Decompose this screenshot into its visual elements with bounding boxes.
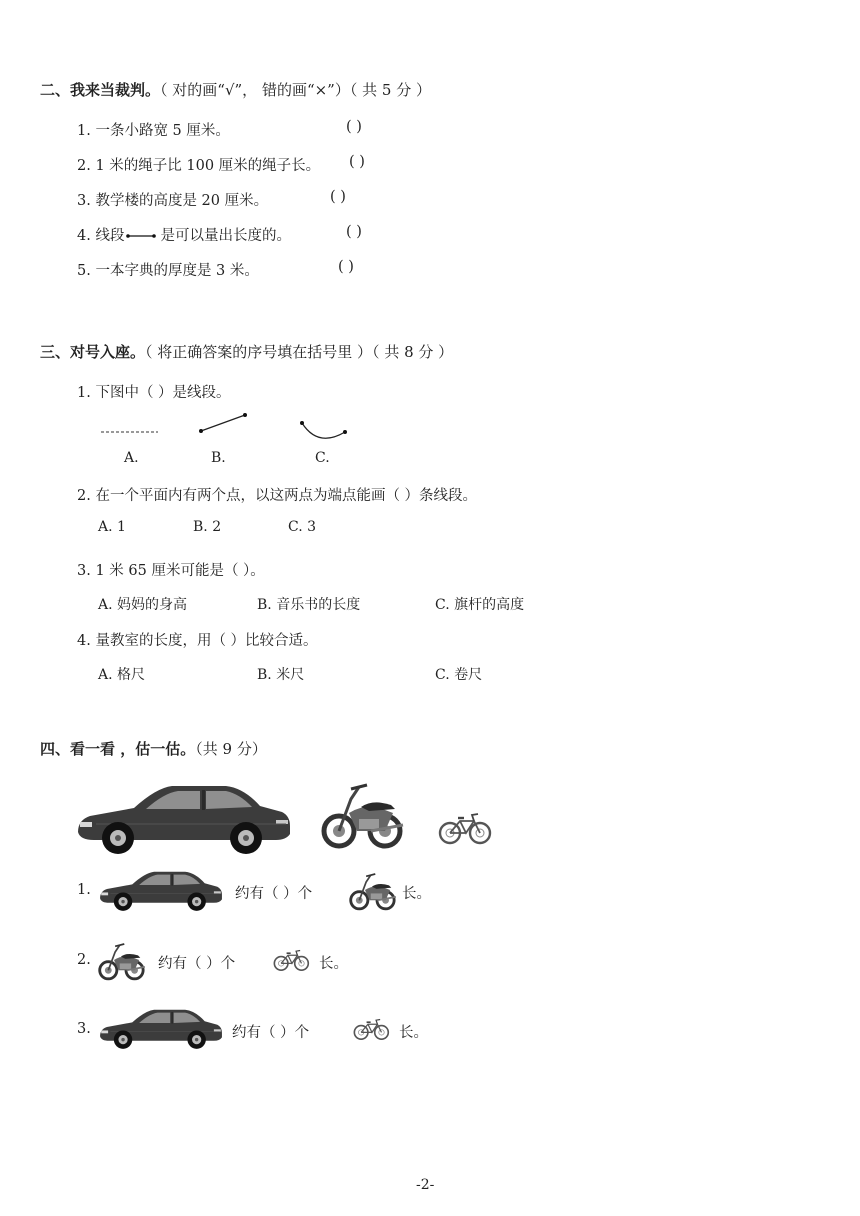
- judge-item-4-after: 是可以量出长度的。: [160, 228, 291, 244]
- estimate-item-1-text: 约有（ ）个: [235, 886, 313, 902]
- q3-text: 3. 1 米 65 厘米可能是（ ）。: [77, 563, 265, 579]
- judge-item-1: 1. 一条小路宽 5 厘米。: [77, 123, 230, 139]
- section3-title: 三、对号入座。: [40, 343, 146, 361]
- bicycle-icon: [273, 948, 311, 972]
- section2-instruction: （ 对的画“√”， 错的画“×”）（ 共 5 分 ）: [160, 81, 431, 99]
- page-number: -2-: [416, 1177, 435, 1193]
- section2-title: 二、我来当裁判。: [40, 81, 161, 99]
- estimate-item-3-number: 3.: [77, 1021, 91, 1037]
- q2-option-c[interactable]: C. 3: [288, 519, 317, 535]
- figure-label-c: C.: [315, 450, 330, 466]
- car-icon: [98, 1004, 224, 1050]
- figure-label-a: A.: [124, 450, 139, 466]
- estimate-item-1-number: 1.: [77, 882, 91, 898]
- judge-item-2: 2. 1 米的绳子比 100 厘米的绳子长。: [77, 158, 321, 174]
- judge-item-3: 3. 教学楼的高度是 20 厘米。: [77, 193, 269, 209]
- segment-figure: [124, 230, 160, 240]
- section4-heading: [40, 738, 267, 759]
- q3-option-b[interactable]: B. 音乐书的长度: [257, 597, 361, 613]
- q4-option-a[interactable]: A. 格尺: [98, 667, 146, 683]
- q1-text: 1. 下图中（ ）是线段。: [77, 385, 231, 401]
- car-icon: [98, 866, 224, 912]
- estimate-item-3-text: 约有（ ）个: [232, 1025, 310, 1041]
- section4-instruction: （共 9 分）: [195, 740, 267, 758]
- figure-b-segment: [199, 413, 247, 433]
- q2-option-a[interactable]: A. 1: [98, 519, 126, 535]
- judge-item-4: [77, 224, 291, 245]
- q4-option-c[interactable]: C. 卷尺: [435, 667, 483, 683]
- motorcycle-icon: [349, 870, 397, 910]
- section3-heading: [40, 341, 453, 362]
- q4-option-b[interactable]: B. 米尺: [257, 667, 305, 683]
- judge-item-4-before: 4. 线段: [77, 228, 125, 244]
- estimate-item-2-end: 长。: [319, 956, 348, 972]
- section4-title: 四、看一看 ，估一估。: [40, 740, 196, 758]
- motorcycle-icon: [98, 940, 146, 980]
- car-icon: [76, 776, 292, 856]
- judge-item-5: 5. 一本字典的厚度是 3 米。: [77, 263, 259, 279]
- figure-label-b: B.: [211, 450, 226, 466]
- q3-option-c[interactable]: C. 旗杆的高度: [435, 597, 525, 613]
- estimate-item-1-end: 长。: [402, 886, 431, 902]
- estimate-item-2-text: 约有（ ）个: [158, 956, 236, 972]
- answer-bracket-1[interactable]: ( ): [346, 119, 362, 135]
- section3-instruction: （ 将正确答案的序号填在括号里 ）（ 共 8 分 ）: [145, 343, 454, 361]
- q4-text: 4. 量教室的长度，用（ ）比较合适。: [77, 633, 318, 649]
- bicycle-icon: [353, 1017, 391, 1041]
- answer-bracket-4[interactable]: ( ): [346, 224, 362, 240]
- motorcycle-icon: [321, 779, 405, 847]
- figure-c-curve: [300, 421, 347, 438]
- q3-option-a[interactable]: A. 妈妈的身高: [98, 597, 188, 613]
- q2-option-b[interactable]: B. 2: [193, 519, 222, 535]
- estimate-item-2-number: 2.: [77, 952, 91, 968]
- section2-heading: [40, 79, 431, 100]
- answer-bracket-5[interactable]: ( ): [338, 259, 354, 275]
- answer-bracket-3[interactable]: ( ): [330, 189, 346, 205]
- q2-text: 2. 在一个平面内有两个点，以这两点为端点能画（ ）条线段。: [77, 488, 478, 504]
- estimate-item-3-end: 长。: [399, 1025, 428, 1041]
- answer-bracket-2[interactable]: ( ): [349, 154, 365, 170]
- line-figures: [90, 408, 390, 448]
- bicycle-icon: [438, 811, 494, 845]
